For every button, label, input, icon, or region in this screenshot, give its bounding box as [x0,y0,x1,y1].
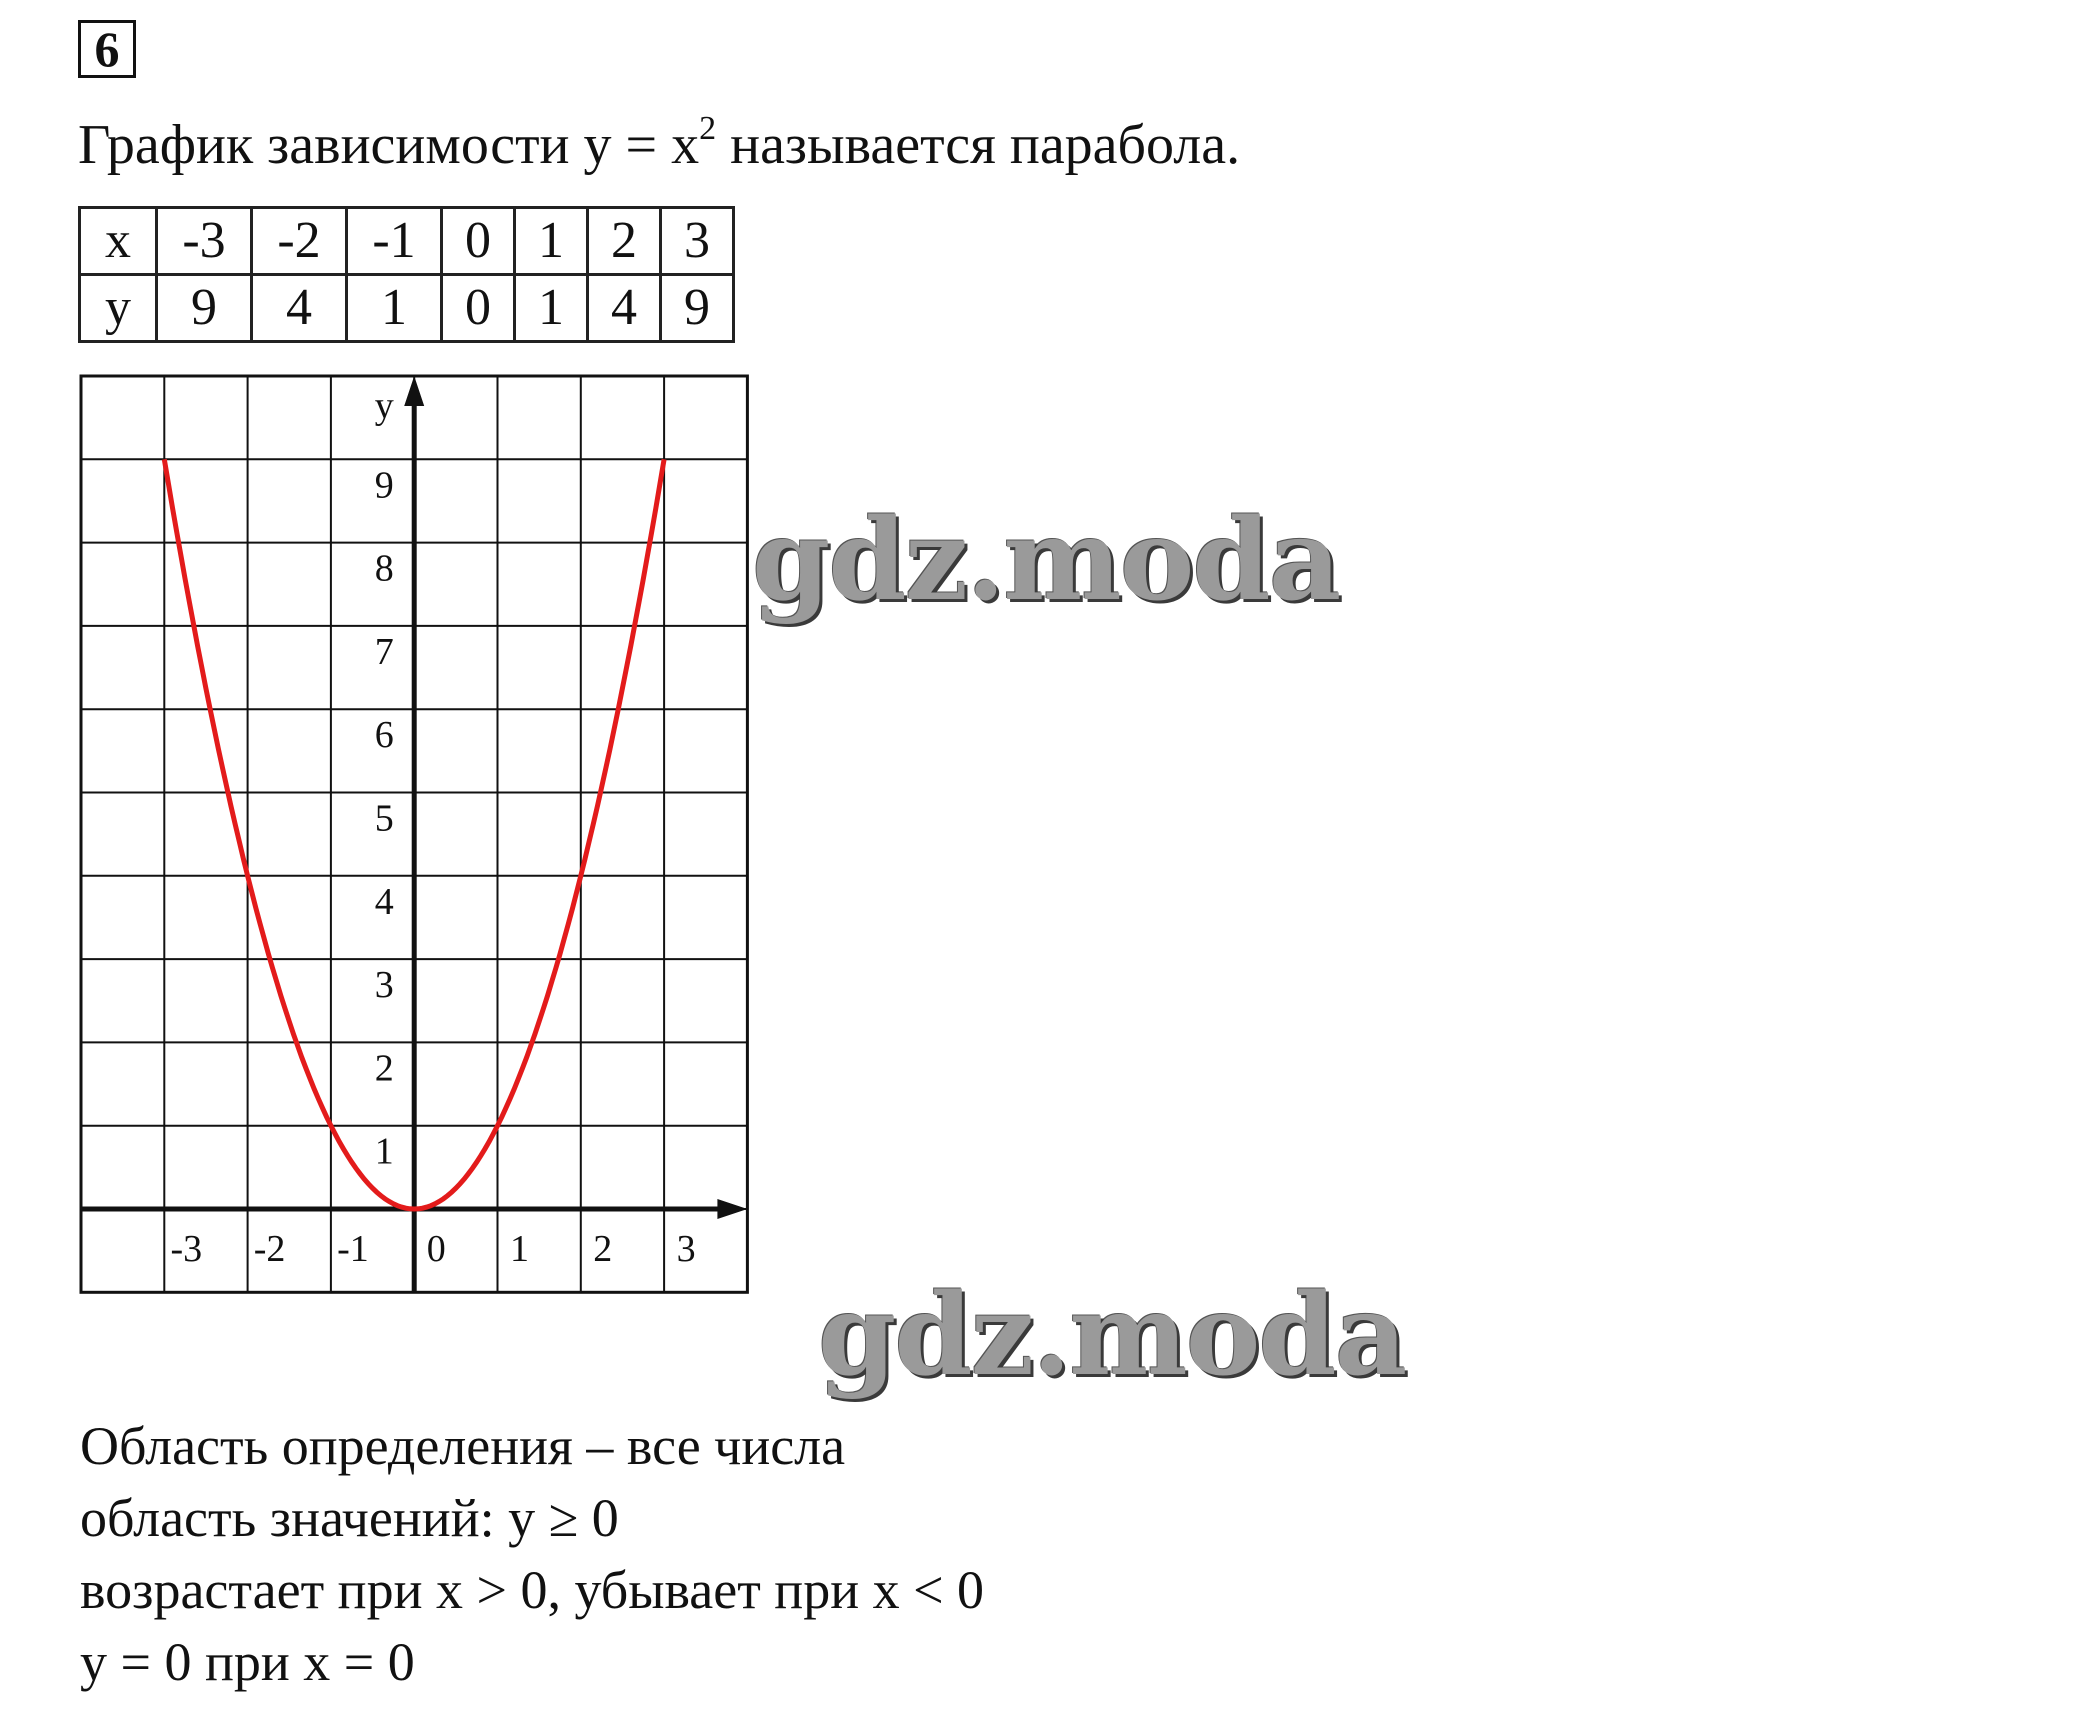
watermark: gdz.moda [818,1270,1406,1401]
y-axis-label: y [374,385,394,427]
table-cell: -1 [347,208,442,275]
x-tick-label: 3 [676,1228,696,1270]
y-tick-label: 4 [374,880,394,923]
heading-superscript: 2 [699,110,717,147]
x-tick-label: -1 [337,1228,369,1270]
y-tick-label: 7 [374,630,394,673]
y-tick-label: 9 [374,464,394,507]
x-axis-arrow [717,1199,747,1219]
table-cell: -2 [252,208,347,275]
table-cell: 0 [442,275,515,342]
x-tick-label: -2 [253,1228,286,1270]
table-cell: 1 [515,208,588,275]
table-cell: 9 [157,275,252,342]
y-tick-label: 8 [374,547,394,590]
table-cell: 1 [347,275,442,342]
task-number: 6 [78,20,136,78]
property-line: Область определения – все числа [80,1416,846,1476]
properties-list [80,1410,984,1698]
tick-labels [170,464,695,1270]
y-tick-label: 2 [374,1047,394,1090]
property-line: y = 0 при x = 0 [80,1632,415,1692]
y-tick-label: 6 [374,714,394,757]
heading-suffix: называется парабола. [716,114,1241,176]
y-tick-label: 5 [374,797,394,840]
y-tick-label: 3 [374,964,394,1007]
property-line: возрастает при x > 0, убывает при x < 0 [80,1560,985,1620]
table-cell: 2 [588,208,661,275]
x-tick-label: 1 [510,1228,529,1270]
table-cell: 1 [515,275,588,342]
x-tick-label: -3 [170,1228,203,1270]
table-cell: 4 [588,275,661,342]
table-cell: 0 [442,208,515,275]
table-cell: 3 [661,208,734,275]
heading-prefix: График зависимости y = x [78,114,700,176]
table-header-x: x [80,208,157,275]
table-header-y: y [80,275,157,342]
table-cell: 9 [661,275,734,342]
y-tick-label: 1 [374,1130,394,1173]
table-cell: 4 [252,275,347,342]
table-cell: -3 [157,208,252,275]
x-tick-label: 0 [426,1228,446,1270]
watermark: gdz.moda [752,495,1340,626]
y-axis-arrow [404,376,424,406]
x-tick-label: 2 [593,1228,613,1270]
chart-axes [81,376,747,1292]
property-line: область значений: y ≥ 0 [80,1488,619,1548]
